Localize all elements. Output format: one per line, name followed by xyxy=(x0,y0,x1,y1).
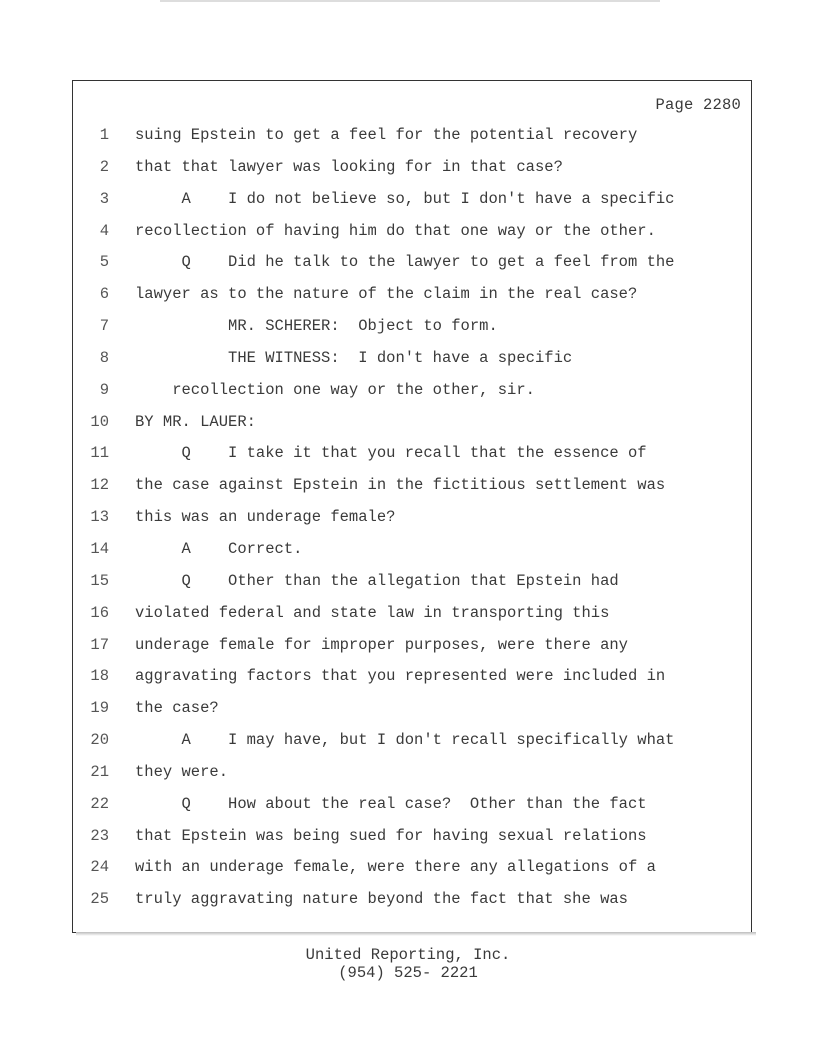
line-number: 12 xyxy=(90,476,109,495)
line-number: 23 xyxy=(90,826,109,845)
scan-edge-mark xyxy=(160,0,660,2)
transcript-line xyxy=(73,316,751,348)
line-number: 13 xyxy=(90,508,109,527)
line-text: MR. SCHERER: Object to form. xyxy=(135,317,498,336)
line-number: 10 xyxy=(90,412,109,431)
line-number: 15 xyxy=(90,571,109,590)
transcript-line xyxy=(73,698,751,730)
line-number: 24 xyxy=(90,858,109,877)
transcript-line xyxy=(73,794,751,826)
transcript-page-frame xyxy=(72,80,752,933)
transcript-line xyxy=(73,507,751,539)
line-text: that Epstein was being sued for having sexual relations xyxy=(135,826,647,845)
line-text: violated federal and state law in transporting this xyxy=(135,603,610,622)
line-text: suing Epstein to get a feel for the potential recovery xyxy=(135,126,638,144)
transcript-line xyxy=(73,730,751,762)
line-number: 6 xyxy=(99,285,109,304)
transcript-line xyxy=(73,475,751,507)
line-text: underage female for improper purposes, were there any xyxy=(135,635,628,654)
line-text: with an underage female, were there any allegations of a xyxy=(135,858,656,877)
transcript-line xyxy=(73,571,751,603)
transcript-line xyxy=(73,189,751,221)
page-shadow xyxy=(76,932,756,936)
line-text: the case? xyxy=(135,699,219,718)
transcript-line xyxy=(73,857,751,889)
line-number: 7 xyxy=(99,317,109,336)
line-number: 11 xyxy=(90,444,109,463)
footer xyxy=(0,946,816,982)
line-text: A I may have, but I don't recall specifically what xyxy=(135,731,675,750)
line-number: 21 xyxy=(90,762,109,781)
transcript-line xyxy=(73,635,751,667)
transcript-line xyxy=(73,380,751,412)
line-number: 17 xyxy=(90,635,109,654)
transcript-line xyxy=(73,762,751,794)
line-number: 19 xyxy=(90,699,109,718)
line-number: 16 xyxy=(90,603,109,622)
line-number: 8 xyxy=(99,348,109,367)
transcript-line xyxy=(73,889,751,921)
transcript-line xyxy=(73,221,751,253)
transcript-line xyxy=(73,412,751,444)
line-number: 2 xyxy=(99,157,109,176)
transcript-line xyxy=(73,443,751,475)
line-number: 4 xyxy=(99,221,109,240)
line-text: Q How about the real case? Other than the fact xyxy=(135,794,647,813)
footer-phone: (954) 525- 2221 xyxy=(338,964,478,982)
transcript-line xyxy=(73,125,751,157)
transcript-line xyxy=(73,666,751,698)
line-text: that that lawyer was looking for in that case? xyxy=(135,157,563,176)
line-text: THE WITNESS: I don't have a specific xyxy=(135,348,573,367)
line-text: BY MR. LAUER: xyxy=(135,412,256,431)
line-number: 22 xyxy=(90,794,109,813)
line-number: 25 xyxy=(90,890,109,909)
line-text: the case against Epstein in the fictitious settlement was xyxy=(135,476,666,495)
line-number: 1 xyxy=(99,126,109,144)
line-text: A I do not believe so, but I don't have a specific xyxy=(135,189,675,208)
line-number: 9 xyxy=(99,380,109,399)
line-text: truly aggravating nature beyond the fact that she was xyxy=(135,890,628,909)
line-text: A Correct. xyxy=(135,539,303,558)
line-number: 18 xyxy=(90,667,109,686)
line-text: Q I take it that you recall that the essence of xyxy=(135,444,647,463)
line-text: Q Other than the allegation that Epstein had xyxy=(135,571,619,590)
line-text: lawyer as to the nature of the claim in the real case? xyxy=(135,285,638,304)
line-text: this was an underage female? xyxy=(135,508,396,527)
line-text: recollection one way or the other, sir. xyxy=(135,380,535,399)
transcript-line xyxy=(73,603,751,635)
transcript-line xyxy=(73,157,751,189)
line-text: they were. xyxy=(135,762,229,781)
footer-company: United Reporting, Inc. xyxy=(305,946,511,964)
line-number: 20 xyxy=(90,731,109,750)
line-text: Q Did he talk to the lawyer to get a feel from the xyxy=(135,253,675,272)
line-text: recollection of having him do that one way or the other. xyxy=(135,221,656,240)
line-text: aggravating factors that you represented were included in xyxy=(135,667,666,686)
transcript-line xyxy=(73,539,751,571)
transcript-lines xyxy=(73,125,751,921)
line-number: 14 xyxy=(90,539,109,558)
transcript-line xyxy=(73,284,751,316)
transcript-line xyxy=(73,252,751,284)
line-number: 5 xyxy=(99,253,109,272)
transcript-line xyxy=(73,826,751,858)
page-number: Page 2280 xyxy=(655,96,741,114)
line-number: 3 xyxy=(99,189,109,208)
transcript-line xyxy=(73,348,751,380)
